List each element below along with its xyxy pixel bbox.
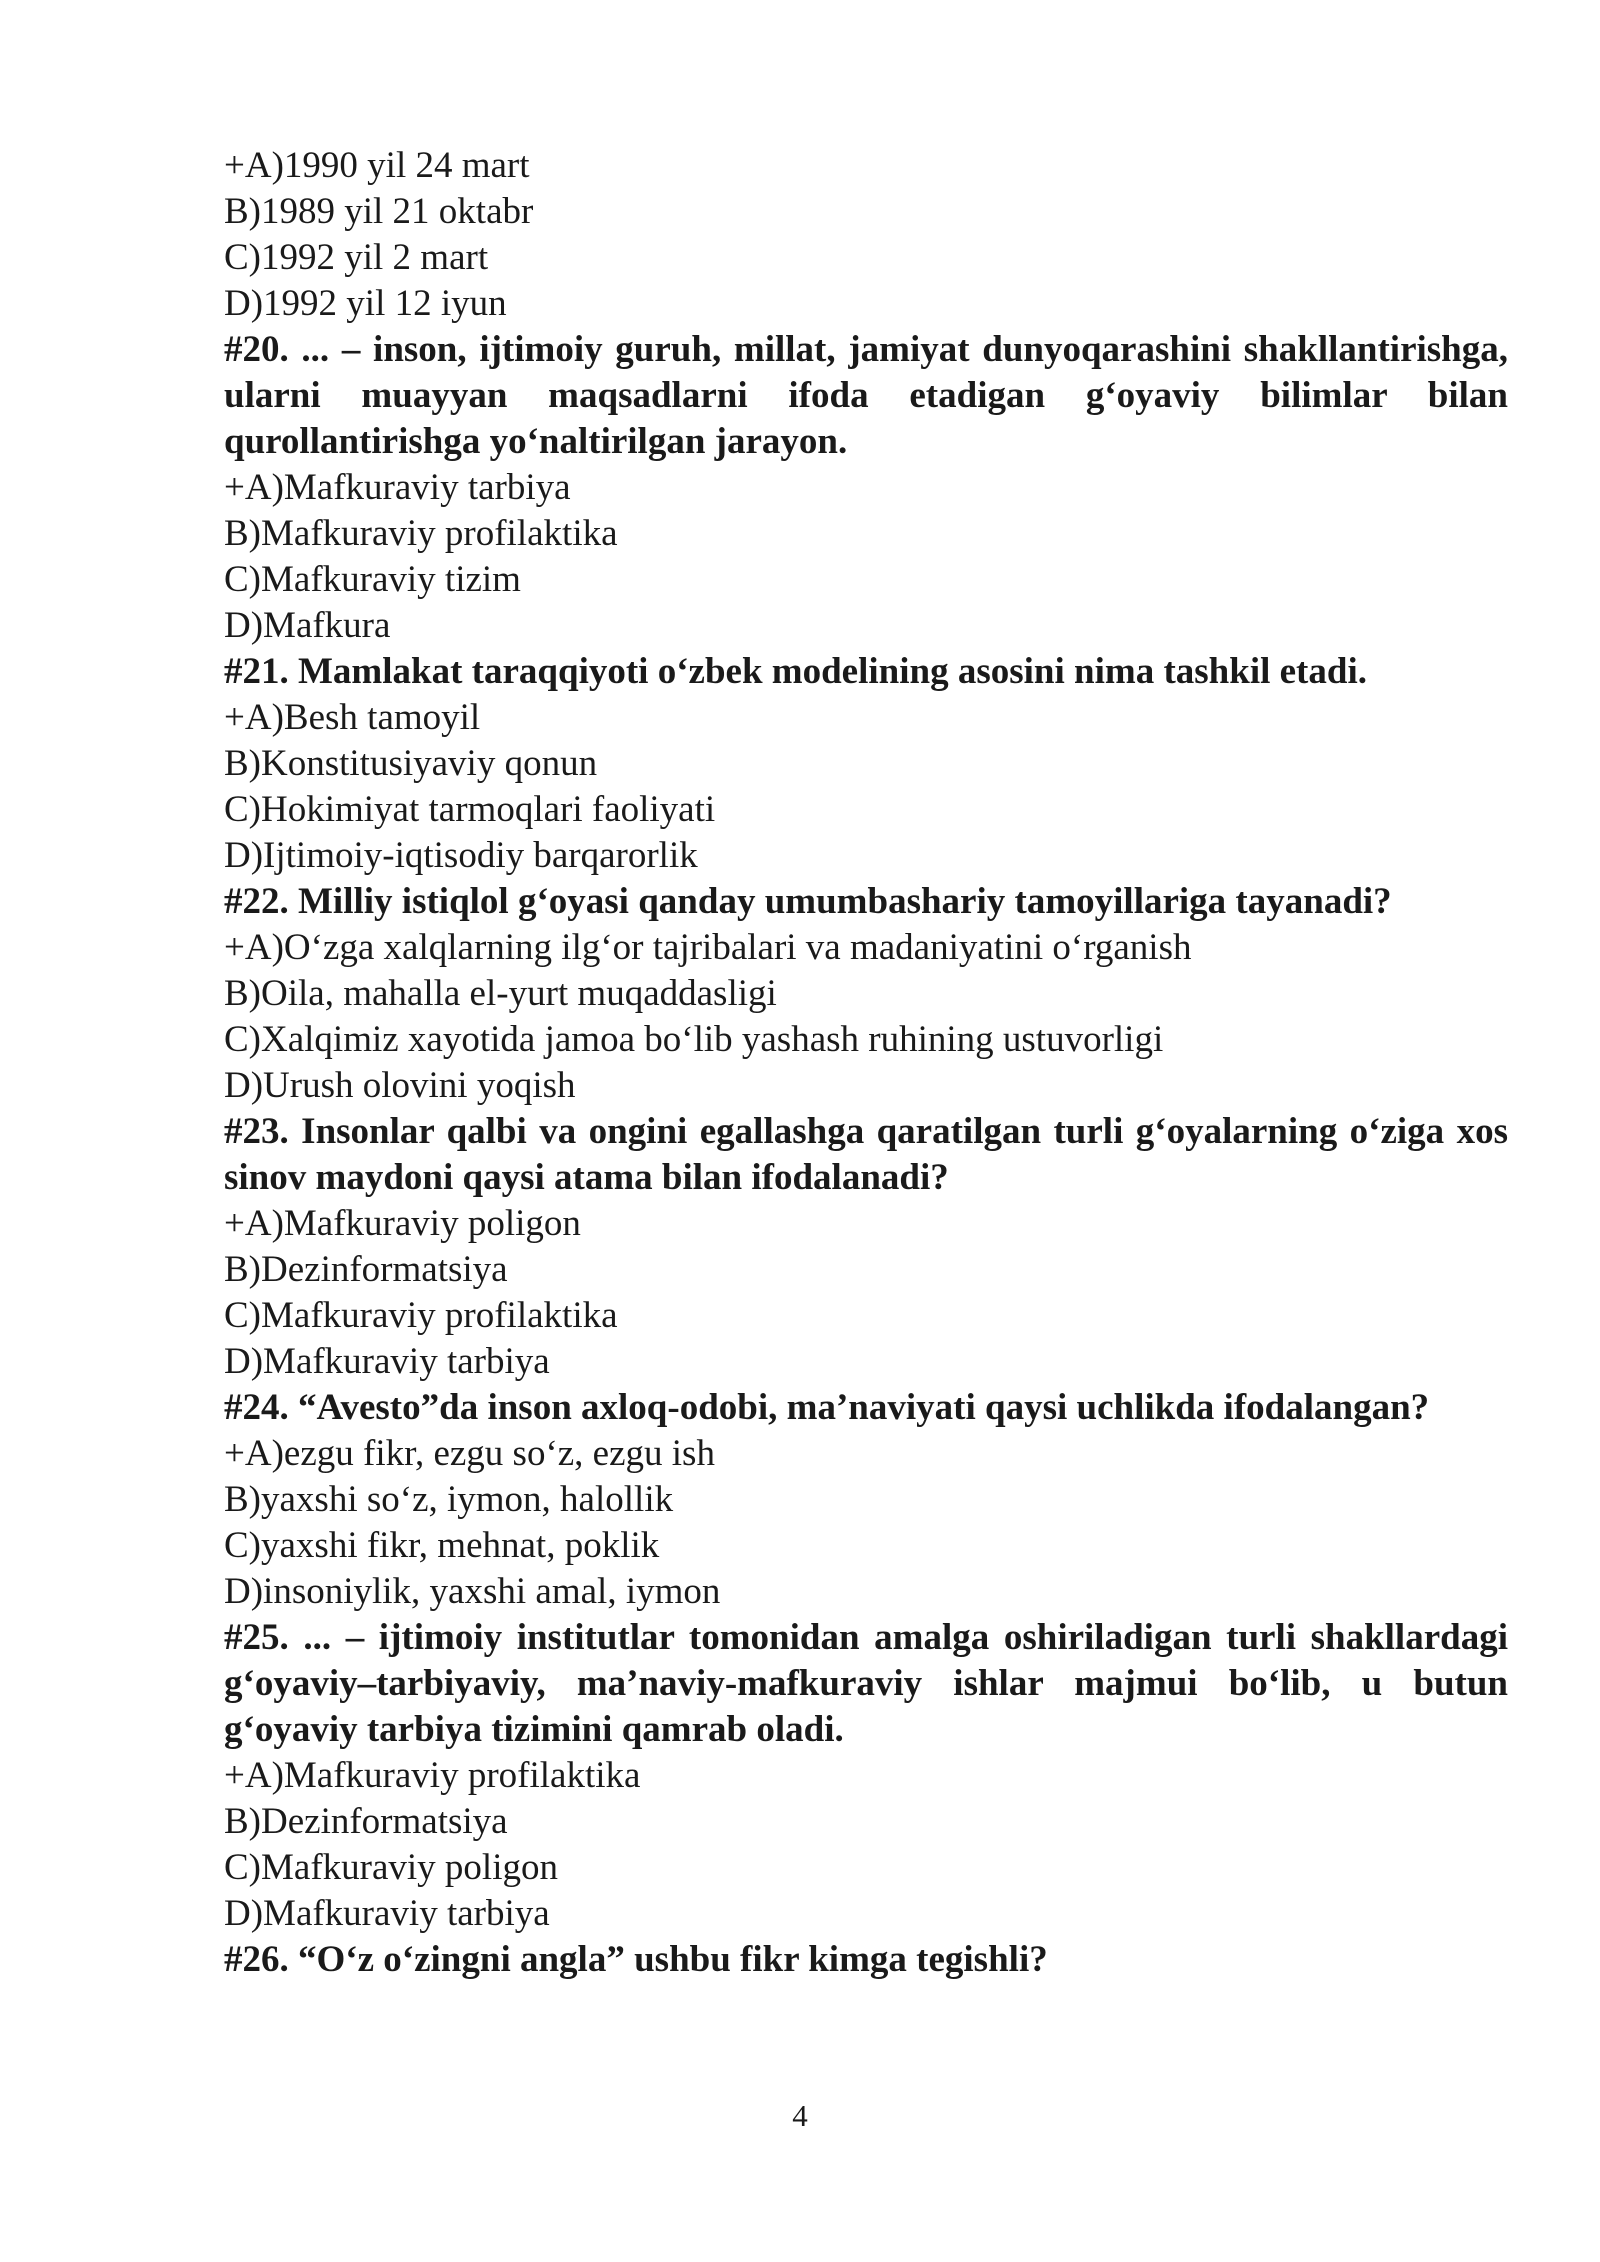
answer-option: B)yaxshi so‘z, iymon, halollik — [224, 1479, 674, 1520]
answer-option: B)Konstitusiyaviy qonun — [224, 743, 598, 784]
answer-list — [224, 143, 1508, 327]
question-text: #21. Mamlakat taraqqiyoti o‘zbek modelining asosini nima tashkil etadi. — [224, 651, 1367, 692]
answer-option: +A)ezgu fikr, ezgu so‘z, ezgu ish — [224, 1433, 715, 1474]
answer-option: C)Xalqimiz xayotida jamoa bo‘lib yashash ruhining ustuvorligi — [224, 1019, 1164, 1060]
answer-option: +A)Mafkuraviy profilaktika — [224, 1755, 641, 1796]
answer-option: D)insoniylik, yaxshi amal, iymon — [224, 1571, 721, 1612]
question-text: #25. ... – ijtimoiy institutlar tomonidan amalga oshiriladigan turli shakllardagi g‘oyaviy–tarbiyaviy, ma’naviy-mafkuraviy ishlar majmui bo‘lib, u butun g‘oyaviy tarbiya tizimini qamrab oladi. — [224, 1617, 1508, 1750]
answer-option: B)Oila, mahalla el-yurt muqaddasligi — [224, 973, 777, 1014]
answer-option: C)Mafkuraviy tizim — [224, 559, 521, 600]
answer-option: C)Hokimiyat tarmoqlari faoliyati — [224, 789, 716, 830]
question-block-24 — [224, 1385, 1508, 1615]
answer-option: D)Mafkuraviy tarbiya — [224, 1893, 550, 1934]
answer-option: +A)Mafkuraviy tarbiya — [224, 467, 571, 508]
page-number: 4 — [792, 2098, 808, 2133]
question-block-21 — [224, 649, 1508, 879]
answer-option: C)Mafkuraviy poligon — [224, 1847, 558, 1888]
answer-option: B)1989 yil 21 oktabr — [224, 191, 534, 232]
answer-option: +A)O‘zga xalqlarning ilg‘or tajribalari va madaniyatini o‘rganish — [224, 927, 1192, 968]
question-text: #26. “O‘z o‘zingni angla” ushbu fikr kimga tegishli? — [224, 1939, 1048, 1980]
question-text: #22. Milliy istiqlol g‘oyasi qanday umumbashariy tamoyillariga tayanadi? — [224, 881, 1392, 922]
question-block-25 — [224, 1615, 1508, 1937]
answer-option: D)Mafkura — [224, 605, 391, 646]
question-text: #24. “Avesto”da inson axloq-odobi, ma’naviyati qaysi uchlikda ifodalangan? — [224, 1387, 1430, 1428]
answer-option: B)Dezinformatsiya — [224, 1249, 508, 1290]
answer-option: C)1992 yil 2 mart — [224, 237, 489, 278]
question-block-23 — [224, 1109, 1508, 1385]
answer-option: B)Dezinformatsiya — [224, 1801, 508, 1842]
document-page — [224, 143, 1508, 1983]
question-block-22 — [224, 879, 1508, 1109]
answer-option: B)Mafkuraviy profilaktika — [224, 513, 618, 554]
answer-option: +A)Besh tamoyil — [224, 697, 481, 738]
answer-option: D)Mafkuraviy tarbiya — [224, 1341, 550, 1382]
question-block-26 — [224, 1937, 1508, 1983]
question-text: #20. ... – inson, ijtimoiy guruh, millat, jamiyat dunyoqarashini shakllantirishga, ularni muayyan maqsadlarni ifoda etadigan g‘oyaviy bilimlar bilan qurollantirishga yo‘naltirilgan jarayon. — [224, 329, 1508, 462]
answer-option: C)yaxshi fikr, mehnat, poklik — [224, 1525, 660, 1566]
answer-option: D)Ijtimoiy-iqtisodiy barqarorlik — [224, 835, 698, 876]
question-text: #23. Insonlar qalbi va ongini egallashga qaratilgan turli g‘oyalarning o‘ziga xos sinov maydoni qaysi atama bilan ifodalanadi? — [224, 1111, 1508, 1198]
answer-option: +A)1990 yil 24 mart — [224, 145, 530, 186]
answer-option: +A)Mafkuraviy poligon — [224, 1203, 581, 1244]
answer-option: C)Mafkuraviy profilaktika — [224, 1295, 618, 1336]
answer-option: D)Urush olovini yoqish — [224, 1065, 576, 1106]
question-block-20 — [224, 327, 1508, 649]
answer-option: D)1992 yil 12 iyun — [224, 283, 507, 324]
